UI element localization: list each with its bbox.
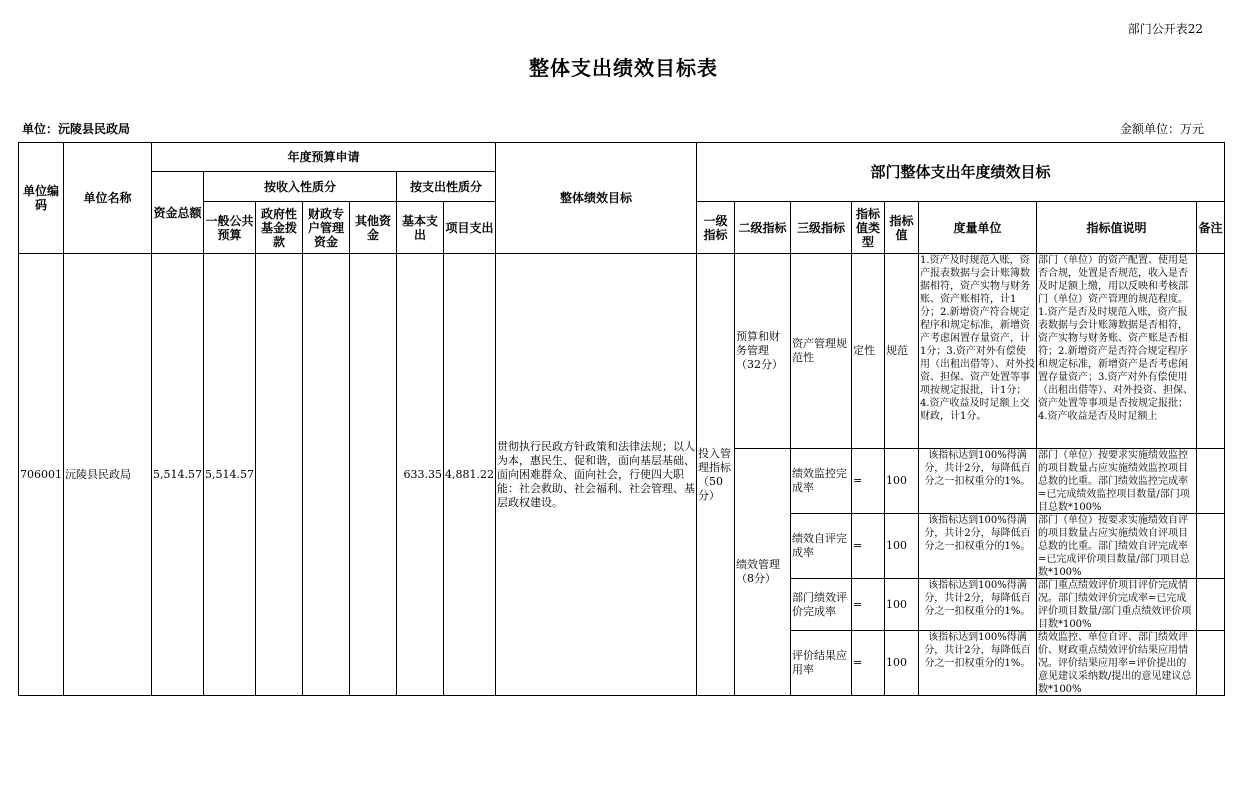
- col-other-funds: 其他资金: [349, 202, 396, 254]
- col-indicator-type: 指标值类型: [851, 202, 884, 254]
- col-by-expense: 按支出性质分: [396, 172, 495, 202]
- cell-type: =: [851, 514, 884, 579]
- cell-desc: 部门（单位）按要求实施绩效监控的项目数量占应实施绩效监控项目总数的比重。部门绩效监控完成率=已完成绩效监控项目数量/部门项目总数*100%: [1036, 449, 1196, 514]
- cell-measure: 该指标达到100%得满分，共计2分，每降低百分之一扣权重分的1%。: [918, 449, 1036, 514]
- cell-name: 沅陵县民政局: [64, 254, 152, 696]
- cell-desc: 部门（单位）的资产配置、使用是否合规，处置是否规范，收入是否及时足额上缴，用以反映和考核部门（单位）资产管理的规范程度。1.资产是否及时规范入账，资产报表数据与会计账簿数据是否相符，资产实物与财务账、资产账是否相符；2.新增资产是否符合规定程序和规定标准，新增资产是否考虑闲置存量资产；3.资产对外有偿使用（出租出借等）、对外投资、担保、资产处置等事项是否按规定报批；4.资产收益是否及时足额上: [1036, 254, 1196, 449]
- cell-desc: 部门重点绩效评价项目评价完成情况。部门绩效评价完成率=已完成评价项目数量/部门重点绩效评价项目数*100%: [1036, 579, 1196, 631]
- col-indicator-desc: 指标值说明: [1036, 202, 1196, 254]
- cell-remark: [1196, 579, 1224, 631]
- cell-total: 5,514.57: [152, 254, 204, 696]
- col-total: 资金总额: [152, 172, 204, 254]
- cell-remark: [1196, 514, 1224, 579]
- page-title: 整体支出绩效目标表: [529, 56, 718, 80]
- table-row: [19, 254, 1225, 449]
- cell-remark: [1196, 254, 1224, 449]
- cell-desc: 绩效监控、单位自评、部门绩效评价、财政重点绩效评价结果应用情况。评价结果应用率=评价提出的意见建议采纳数/提出的意见建议总数*100%: [1036, 631, 1196, 696]
- cell-level2-perf: 绩效管理（8分）: [734, 449, 790, 696]
- col-level1: 一级指标: [696, 202, 734, 254]
- col-name: 单位名称: [64, 143, 152, 254]
- col-by-income: 按收入性质分: [203, 172, 396, 202]
- cell-project: 4,881.22: [443, 254, 495, 696]
- cell-gov-fund: [255, 254, 302, 696]
- cell-remark: [1196, 631, 1224, 696]
- money-unit-label: 金额单位：万元: [1119, 122, 1204, 136]
- cell-value: 规范: [884, 254, 918, 449]
- col-dept-goal: 部门整体支出年度绩效目标: [696, 143, 1224, 202]
- cell-type: =: [851, 631, 884, 696]
- col-remark: 备注: [1196, 202, 1224, 254]
- cell-type: 定性: [851, 254, 884, 449]
- cell-level3: 评价结果应用率: [790, 631, 851, 696]
- col-measure: 度量单位: [918, 202, 1036, 254]
- cell-type: =: [851, 449, 884, 514]
- col-annual-budget: 年度预算申请: [152, 143, 496, 172]
- cell-measure: 1.资产及时规范入账，资产报表数据与会计账簿数据相符，资产实物与财务账、资产账相符，计1分；2.新增资产符合规定程序和规定标准，新增资产考虑闲置存量资产，计1分；3.资产对外有偿使用（出租出借等）、对外投资、担保、资产处置等事项按规定报批，计1分；4.资产收益及时足额上交财政，计1分。: [918, 254, 1036, 449]
- col-basic-expense: 基本支出: [396, 202, 443, 254]
- cell-level1: 投入管理指标（50分）: [696, 254, 734, 696]
- cell-other: [349, 254, 396, 696]
- col-overall-goal: 整体绩效目标: [495, 143, 696, 254]
- cell-type: =: [851, 579, 884, 631]
- col-level2: 二级指标: [734, 202, 790, 254]
- cell-general: 5,514.57: [203, 254, 255, 696]
- cell-level2-budget: 预算和财务管理（32分）: [734, 254, 790, 449]
- cell-code: 706001: [19, 254, 64, 696]
- cell-value: 100: [884, 579, 918, 631]
- col-finance-account: 财政专户管理资金: [302, 202, 349, 254]
- cell-basic: 633.35: [396, 254, 443, 696]
- cell-overall-goal: 贯彻执行民政方针政策和法律法规；以人为本，惠民生、促和谐，面向基层基础、面向困难群众、面向社会，行使四大职能：社会救助、社会福利、社会管理、基层政权建设。: [495, 254, 696, 696]
- col-general-budget: 一般公共预算: [203, 202, 255, 254]
- table-number-tag: 部门公开表22: [1127, 22, 1203, 36]
- cell-remark: [1196, 449, 1224, 514]
- cell-finance-account: [302, 254, 349, 696]
- unit-label: 单位：沅陵县民政局: [22, 122, 131, 136]
- cell-value: 100: [884, 449, 918, 514]
- performance-table: [18, 142, 1225, 696]
- col-level3: 三级指标: [790, 202, 851, 254]
- col-gov-fund: 政府性基金拨款: [255, 202, 302, 254]
- col-indicator-value: 指标值: [884, 202, 918, 254]
- col-project-expense: 项目支出: [443, 202, 495, 254]
- cell-level3: 绩效监控完成率: [790, 449, 851, 514]
- cell-level3: 部门绩效评价完成率: [790, 579, 851, 631]
- cell-level3: 资产管理规范性: [790, 254, 851, 449]
- cell-measure: 该指标达到100%得满分，共计2分，每降低百分之一扣权重分的1%。: [918, 514, 1036, 579]
- cell-measure: 该指标达到100%得满分，共计2分，每降低百分之一扣权重分的1%。: [918, 579, 1036, 631]
- col-code: 单位编码: [19, 143, 64, 254]
- cell-desc: 部门（单位）按要求实施绩效自评的项目数量占应实施绩效自评项目总数的比重。部门绩效自评完成率=已完成评价项目数量/部门项目总数*100%: [1036, 514, 1196, 579]
- cell-measure: 该指标达到100%得满分，共计2分，每降低百分之一扣权重分的1%。: [918, 631, 1036, 696]
- cell-level3: 绩效自评完成率: [790, 514, 851, 579]
- cell-value: 100: [884, 631, 918, 696]
- cell-value: 100: [884, 514, 918, 579]
